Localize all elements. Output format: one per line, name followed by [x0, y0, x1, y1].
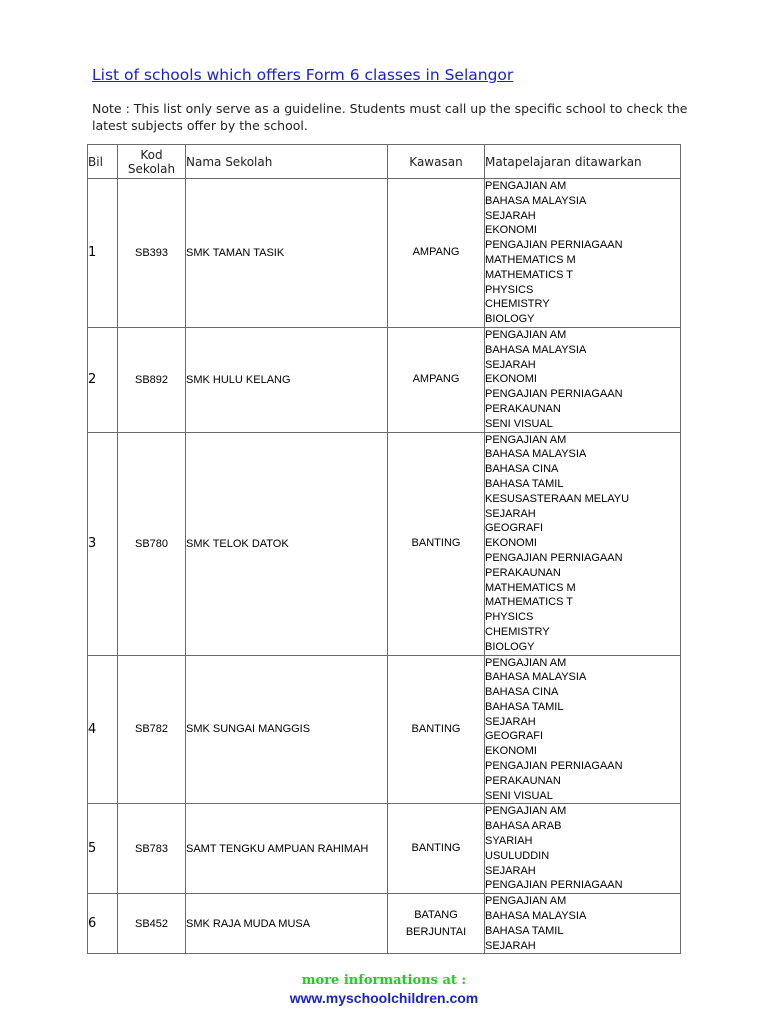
school-area: [388, 179, 485, 328]
subject-item: PENGAJIAN PERNIAGAAN: [485, 239, 623, 252]
school-area: [388, 327, 485, 432]
school-name: SMK SUNGAI MANGGIS: [186, 655, 388, 804]
school-name: SAMT TENGKU AMPUAN RAHIMAH: [186, 804, 388, 894]
row-number: 2: [88, 327, 118, 432]
school-code: SB892: [118, 327, 186, 432]
subject-item: USULUDDIN: [485, 849, 550, 862]
school-area-line: BANTING: [411, 722, 461, 735]
subject-item: KESUSASTERAAN MELAYU: [485, 492, 630, 505]
subject-item: BAHASA CINA: [485, 463, 559, 476]
school-code: SB783: [118, 804, 186, 894]
school-code: SB452: [118, 894, 186, 954]
subject-item: PENGAJIAN AM: [485, 895, 567, 908]
school-area-line: AMPANG: [412, 246, 460, 259]
row-number: 3: [88, 432, 118, 655]
subject-item: PENGAJIAN PERNIAGAAN: [485, 388, 623, 401]
header-kod-line2: Sekolah: [127, 161, 176, 176]
guideline-note: Note : This list only serve as a guideline. Students must call up the specific school to check the latest subjects offer by the school.: [92, 101, 688, 133]
school-name: SMK HULU KELANG: [186, 327, 388, 432]
subject-item: SYARIAH: [485, 835, 533, 848]
table-row: [88, 327, 681, 432]
subject-item: BAHASA MALAYSIA: [485, 671, 587, 684]
school-area: [388, 894, 485, 954]
subject-item: SEJARAH: [485, 864, 536, 877]
table-row: [88, 804, 681, 894]
subject-item: BIOLOGY: [485, 640, 535, 653]
subject-item: PENGAJIAN AM: [485, 328, 567, 341]
subject-item: BAHASA TAMIL: [485, 700, 564, 713]
subject-item: SEJARAH: [485, 715, 536, 728]
subjects-cell: [485, 327, 681, 432]
subject-item: PERAKAUNAN: [485, 774, 561, 787]
subject-item: PENGAJIAN PERNIAGAAN: [485, 760, 623, 773]
subject-item: PENGAJIAN AM: [485, 805, 567, 818]
table-row: [88, 179, 681, 328]
subjects-cell: [485, 655, 681, 804]
subject-item: PERAKAUNAN: [485, 402, 561, 415]
footer-label: more informations at :: [301, 973, 467, 988]
subject-item: BAHASA TAMIL: [485, 477, 564, 490]
subjects-cell: [485, 894, 681, 954]
table-row: [88, 432, 681, 655]
row-number: 4: [88, 655, 118, 804]
subject-item: PENGAJIAN AM: [485, 433, 567, 446]
footer-url-link[interactable]: www.myschoolchildren.com: [289, 990, 479, 1006]
subject-item: SEJARAH: [485, 507, 536, 520]
subject-item: MATHEMATICS T: [485, 268, 573, 281]
table-body: [88, 179, 681, 954]
school-area-line: BATANG: [414, 908, 458, 921]
header-kod-line1: Kod: [140, 147, 163, 162]
subject-item: EKONOMI: [485, 745, 537, 758]
subject-item: PHYSICS: [485, 611, 534, 624]
subject-item: EKONOMI: [485, 224, 537, 237]
subject-item: EKONOMI: [485, 537, 537, 550]
header-matapelajaran: Matapelajaran ditawarkan: [485, 145, 681, 179]
school-area: [388, 804, 485, 894]
subject-item: BAHASA MALAYSIA: [485, 194, 587, 207]
schools-table: [87, 144, 681, 954]
school-area-line: BANTING: [411, 537, 461, 550]
school-area-line: AMPANG: [412, 373, 460, 386]
header-nama-sekolah: Nama Sekolah: [186, 145, 388, 179]
header-kod-sekolah: [118, 145, 186, 179]
subject-item: SEJARAH: [485, 939, 536, 952]
subject-item: PENGAJIAN AM: [485, 180, 567, 192]
subject-item: BAHASA ARAB: [485, 820, 562, 833]
subjects-cell: [485, 179, 681, 328]
subject-item: PHYSICS: [485, 283, 534, 296]
subject-item: SEJARAH: [485, 209, 536, 222]
subject-item: BAHASA MALAYSIA: [485, 910, 587, 923]
subject-item: BAHASA CINA: [485, 686, 559, 699]
subject-item: SENI VISUAL: [485, 789, 553, 802]
subject-item: BIOLOGY: [485, 313, 535, 326]
subjects-cell: [485, 432, 681, 655]
table-row: [88, 655, 681, 804]
row-number: 1: [88, 179, 118, 328]
header-kawasan: Kawasan: [388, 145, 485, 179]
subject-item: BAHASA MALAYSIA: [485, 448, 587, 461]
school-name: SMK TELOK DATOK: [186, 432, 388, 655]
school-area-line: BANTING: [411, 842, 461, 855]
table-header-row: [88, 145, 681, 179]
subject-item: EKONOMI: [485, 373, 537, 386]
school-code: SB782: [118, 655, 186, 804]
subject-item: MATHEMATICS M: [485, 581, 576, 594]
row-number: 5: [88, 804, 118, 894]
school-area: [388, 432, 485, 655]
school-name: SMK TAMAN TASIK: [186, 179, 388, 328]
subject-item: PENGAJIAN AM: [485, 656, 567, 669]
subject-item: SEJARAH: [485, 358, 536, 371]
school-code: SB780: [118, 432, 186, 655]
subject-item: CHEMISTRY: [485, 625, 550, 638]
row-number: 6: [88, 894, 118, 954]
subject-item: PENGAJIAN PERNIAGAAN: [485, 551, 623, 564]
subject-item: MATHEMATICS T: [485, 596, 573, 609]
header-bil: Bil: [88, 145, 118, 179]
school-code: SB393: [118, 179, 186, 328]
subject-item: PERAKAUNAN: [485, 566, 561, 579]
subject-item: SENI VISUAL: [485, 417, 553, 430]
subject-item: GEOGRAFI: [485, 730, 544, 743]
subject-item: PENGAJIAN PERNIAGAAN: [485, 879, 623, 892]
page-title: List of schools which offers Form 6 classes in Selangor: [92, 66, 514, 84]
subject-item: BAHASA TAMIL: [485, 924, 564, 937]
school-name: SMK RAJA MUDA MUSA: [186, 894, 388, 954]
subject-item: MATHEMATICS M: [485, 253, 576, 266]
subject-item: CHEMISTRY: [485, 298, 550, 311]
school-area-line: BERJUNTAI: [405, 925, 467, 938]
subject-item: GEOGRAFI: [485, 522, 544, 535]
school-area: [388, 655, 485, 804]
subject-item: BAHASA MALAYSIA: [485, 343, 587, 356]
subjects-cell: [485, 804, 681, 894]
table-row: [88, 894, 681, 954]
